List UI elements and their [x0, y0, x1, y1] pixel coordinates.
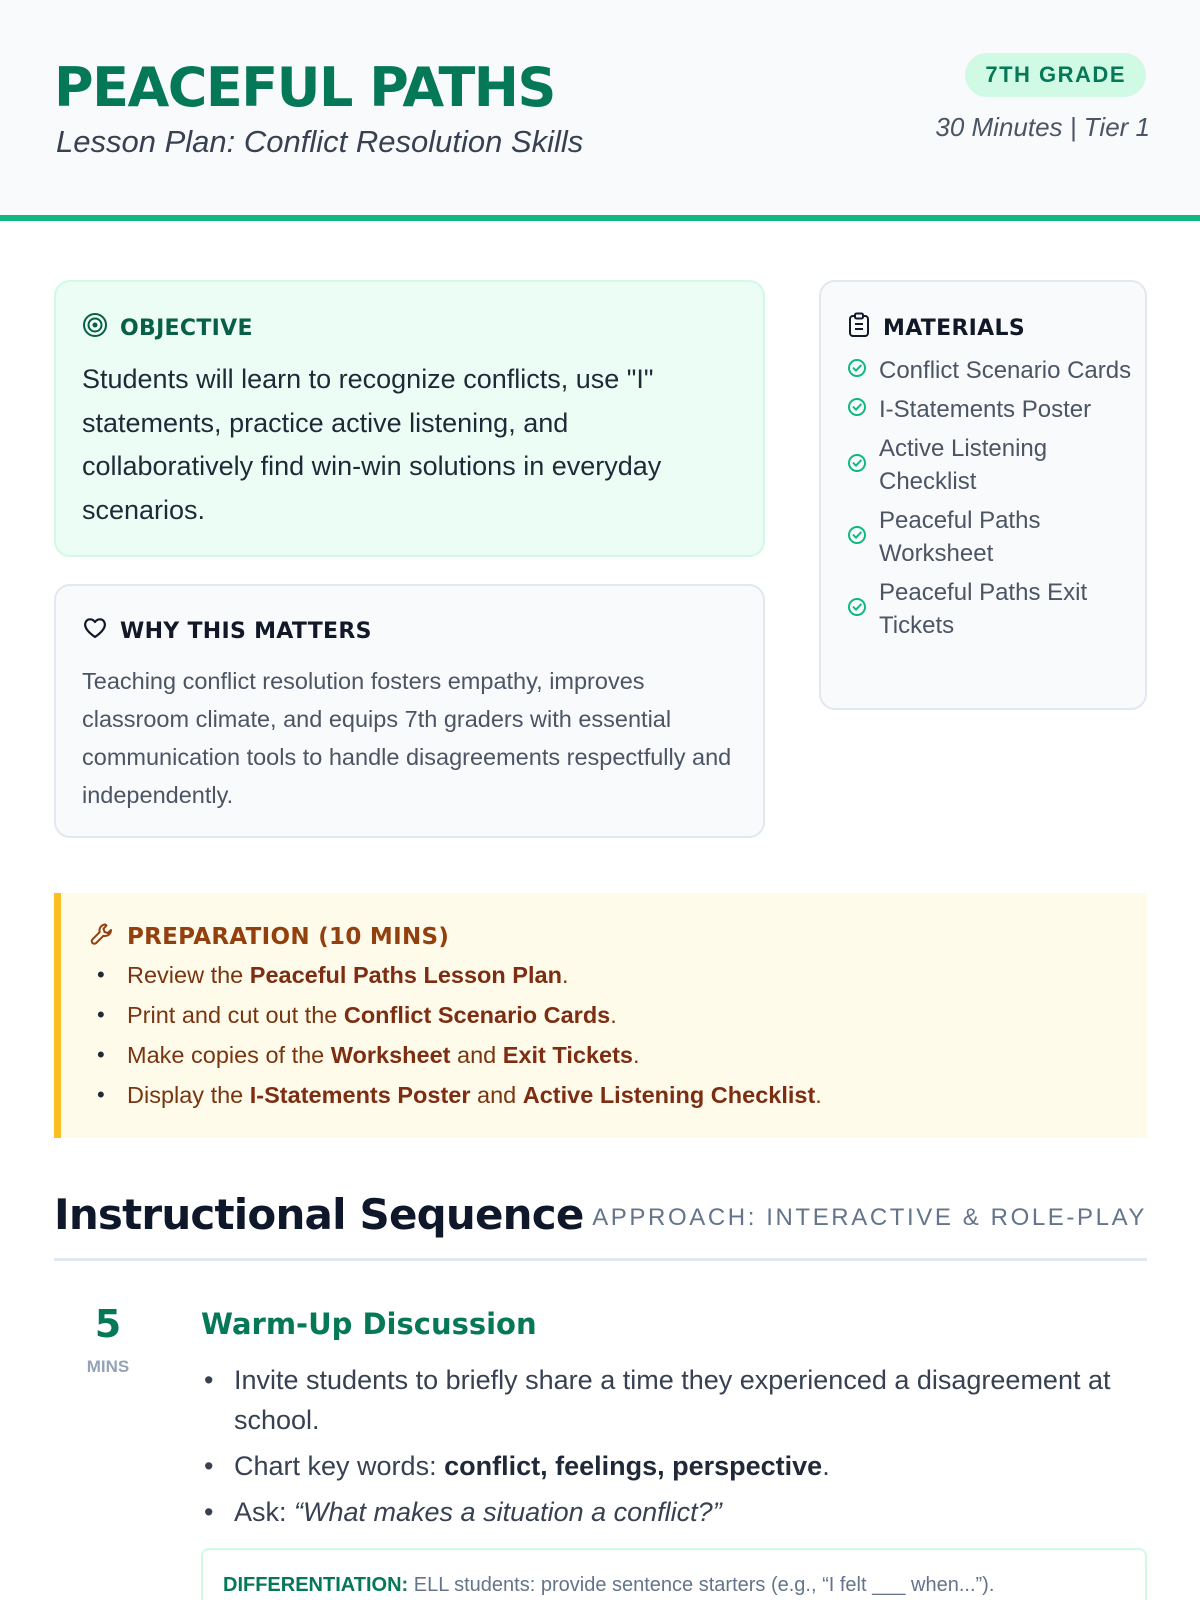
- check-circle-icon: [847, 393, 867, 426]
- grade-badge: 7TH GRADE: [965, 53, 1146, 97]
- material-label: Peaceful Paths Exit Tickets: [879, 579, 1088, 639]
- step-list: [204, 1360, 1144, 1538]
- preparation-list: [97, 955, 822, 1115]
- prep-emphasis: Worksheet: [330, 1042, 451, 1068]
- why-card: [54, 584, 765, 838]
- page-subtitle: Lesson Plan: Conflict Resolution Skills: [56, 124, 584, 159]
- why-heading: WHY THIS MATTERS: [120, 618, 372, 644]
- lesson-header: [0, 0, 1200, 221]
- list-item: [97, 995, 822, 1035]
- differentiation-box: [201, 1548, 1147, 1600]
- list-item: [847, 504, 1137, 570]
- target-icon: [82, 312, 108, 344]
- prep-emphasis: Exit Tickets: [502, 1042, 633, 1068]
- list-item: [847, 432, 1137, 498]
- materials-card: [819, 280, 1147, 710]
- step-text: Invite students to briefly share a time they experienced a disagreement at school.: [234, 1365, 1111, 1435]
- list-item: [97, 1075, 822, 1115]
- materials-list: [847, 354, 1137, 648]
- step-question: “What makes a situation a conflict?”: [294, 1497, 722, 1527]
- step-emphasis: conflict, feelings, perspective: [444, 1451, 823, 1481]
- prep-emphasis: Peaceful Paths Lesson Plan: [249, 962, 562, 988]
- prep-text: Review the: [127, 962, 250, 988]
- prep-emphasis: I-Statements Poster: [249, 1082, 471, 1108]
- step-minutes-unit: MINS: [86, 1357, 130, 1376]
- preparation-panel: [54, 893, 1147, 1138]
- differentiation-text: ELL students: provide sentence starters (e.g., “I felt ___ when...”).: [408, 1574, 995, 1596]
- list-item: [97, 955, 822, 995]
- section-title: Instructional Sequence: [54, 1190, 584, 1239]
- list-item: [847, 354, 1137, 387]
- prep-text: and: [450, 1042, 503, 1068]
- material-label: I-Statements Poster: [879, 396, 1092, 423]
- prep-text: .: [610, 1002, 617, 1028]
- step-text: Ask:: [234, 1497, 295, 1527]
- prep-text: .: [632, 1042, 640, 1068]
- prep-emphasis: Conflict Scenario Cards: [343, 1002, 611, 1028]
- approach-label: APPROACH: INTERACTIVE & ROLE-PLAY: [592, 1204, 1147, 1231]
- check-circle-icon: [847, 521, 867, 554]
- objective-card: [54, 280, 765, 557]
- prep-text: .: [561, 962, 569, 988]
- page-title: PEACEFUL PATHS: [54, 56, 555, 119]
- prep-text: .: [815, 1082, 822, 1108]
- prep-text: and: [470, 1082, 523, 1108]
- objective-heading: OBJECTIVE: [120, 315, 253, 341]
- list-item: [204, 1492, 1144, 1532]
- step-title: Warm-Up Discussion: [201, 1307, 537, 1341]
- section-divider: [54, 1258, 1147, 1261]
- materials-heading-row: [847, 312, 1025, 344]
- why-text: Teaching conflict resolution fosters empathy, improves classroom climate, and equips 7th graders with essential communication tools to handle disagreements respectfully and independently.: [82, 668, 732, 808]
- prep-text: Display the: [127, 1082, 250, 1108]
- step-minutes: 5: [94, 1302, 122, 1346]
- prep-text: Make copies of the: [127, 1042, 331, 1068]
- objective-heading-row: [82, 312, 253, 344]
- list-item: [847, 576, 1137, 642]
- check-circle-icon: [847, 449, 867, 482]
- check-circle-icon: [847, 354, 867, 387]
- material-label: Peaceful Paths Worksheet: [879, 507, 1041, 567]
- prep-text: Print and cut out the: [127, 1002, 344, 1028]
- check-circle-icon: [847, 593, 867, 626]
- why-heading-row: [82, 616, 372, 646]
- duration-label: 30 Minutes | Tier 1: [935, 112, 1150, 142]
- step-text: Chart key words:: [234, 1451, 445, 1481]
- preparation-heading-row: [89, 921, 449, 953]
- heart-icon: [82, 616, 108, 646]
- preparation-heading: PREPARATION (10 MINS): [127, 924, 450, 950]
- list-item: [847, 393, 1137, 426]
- materials-heading: MATERIALS: [883, 315, 1025, 341]
- clipboard-icon: [847, 312, 871, 344]
- step-text: .: [822, 1451, 830, 1481]
- list-item: [204, 1446, 1144, 1486]
- list-item: [97, 1035, 822, 1075]
- objective-text: Students will learn to recognize conflicts, use "I" statements, practice active listening, and collaboratively find win-win solutions in everyday scenarios.: [82, 364, 662, 525]
- material-label: Conflict Scenario Cards: [879, 357, 1132, 384]
- list-item: [204, 1360, 1144, 1440]
- wrench-icon: [89, 921, 115, 953]
- differentiation-label: DIFFERENTIATION:: [223, 1574, 409, 1596]
- prep-emphasis: Active Listening Checklist: [522, 1082, 816, 1108]
- material-label: Active Listening Checklist: [879, 435, 1048, 495]
